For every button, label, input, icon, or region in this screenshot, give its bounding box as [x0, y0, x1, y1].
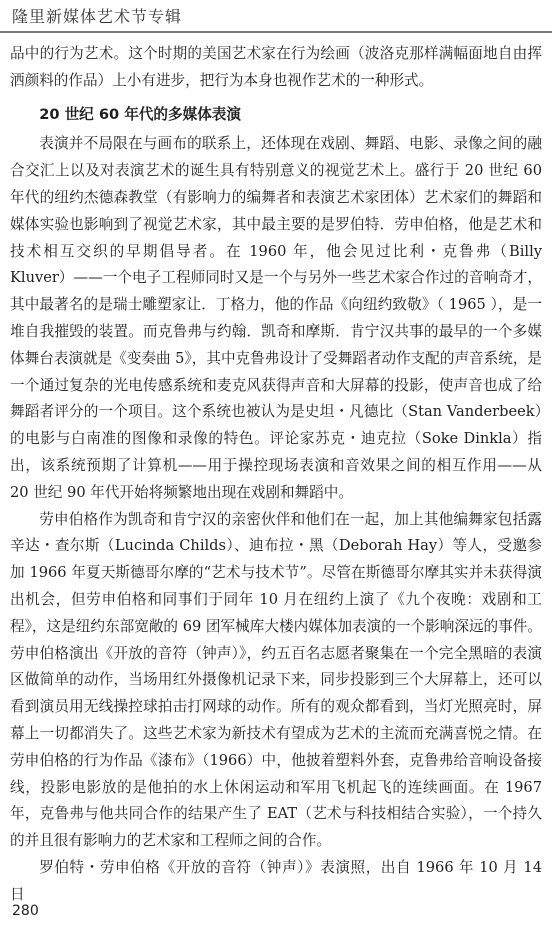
- section-heading: 20 世纪 60 年代的多媒体表演: [39, 105, 241, 123]
- paragraph-caption-start: 罗伯特・劳申伯格《开放的音符（钟声）》表演照，出自 1966 年 10 月 14 日: [10, 858, 542, 903]
- running-header: 隆里新媒体艺术节专辑: [12, 7, 183, 26]
- page-body: [10, 41, 542, 909]
- paragraph-continued: 品中的行为艺术。这个时期的美国艺术家在行为绘画（波洛克那样满幅面地自由挥洒颜料的作品）上小有进步，把行为本身也视作艺术的一种形式。: [10, 45, 542, 89]
- paragraph-multimedia-performance: 表演并不局限在与画布的联系上，还体现在戏剧、舞蹈、电影、录像之间的融合交汇上以及对表演艺术的诞生具有特别意义的视觉艺术上。盛行于 20 世纪 60 年代的纽约杰德森教堂（有影响力的编舞者和表演艺术家团体）艺术家们的舞蹈和媒体实验也影响到了视觉艺术家，其中最主要的是罗伯特．劳申伯格，他是艺术和技术相互交织的早期倡导者。在 1960 年，他会见过比利・克鲁弗（Billy Kluver）——一个电子工程师同时又是一个与另外一些艺术家合作过的音响奇才，其中最著名的是瑞士雕塑家让．丁格力，他的作品《向纽约致敬》（ 1965 ），是一堆自我摧毁的装置。而克鲁弗与约翰．凯奇和摩斯．肯宁汉共事的最早的一个多媒体舞台表演就是《变奏曲 5》，其中克鲁弗设计了受舞蹈者动作支配的声音系统，是一个通过复杂的光电传感系统和麦克风获得声音和大屏幕的投影，使声音也成了给舞蹈者评分的一个项目。这个系统也被认为是史坦・凡德比（Stan Vanderbeek）的电影与白南准的图像和录像的特色。评论家苏克・迪克拉（Soke Dinkla）指出，该系统预期了计算机——用于操控现场表演和音效果之间的相互作用——从 20 世纪 90 年代开始将频繁地出现在戏剧和舞蹈中。: [10, 135, 543, 501]
- page-number: 280: [12, 903, 39, 919]
- header-divider: [0, 31, 552, 33]
- paragraph-rauschenberg: 劳申伯格作为凯奇和肯宁汉的亲密伙伴和他们在一起，加上其他编舞家包括露辛达・查尔斯（Lucinda Childs）、迪布拉・黑（Deborah Hay）等人，受邀参加 1966 年夏天斯德哥尔摩的“艺术与技术节”。尽管在斯德哥尔摩其实并未获得演出机会，但劳申伯格和同事们于同年 10 月在纽约上演了《九个夜晚：戏剧和工程》，这是纽约东部宽敞的 69 团军械库大楼内媒体加表演的一个影响深远的事件。劳申伯格演出《开放的音符（钟声）》，约五百名志愿者聚集在一个完全黑暗的表演区做简单的动作，当场用红外摄像机记录下来，同步投影到三个大屏幕上，还可以看到演员用无线操控球拍击打网球的动作。所有的观众都看到，当灯光照亮时，屏幕上一切都消失了。这些艺术家为新技术有望成为艺术的主流而充满喜悦之情。在劳申伯格的行为作品《漆布》（1966）中，他披着塑料外套，克鲁弗给音响设备接线，投影电影放的是他拍的水上休闲运动和军用飞机起飞的连续画面。在 1967 年，克鲁弗与他共同合作的结果产生了 EAT（艺术与科技相结合实验），一个持久的并且很有影响力的艺术家和工程师之间的合作。: [10, 510, 542, 850]
